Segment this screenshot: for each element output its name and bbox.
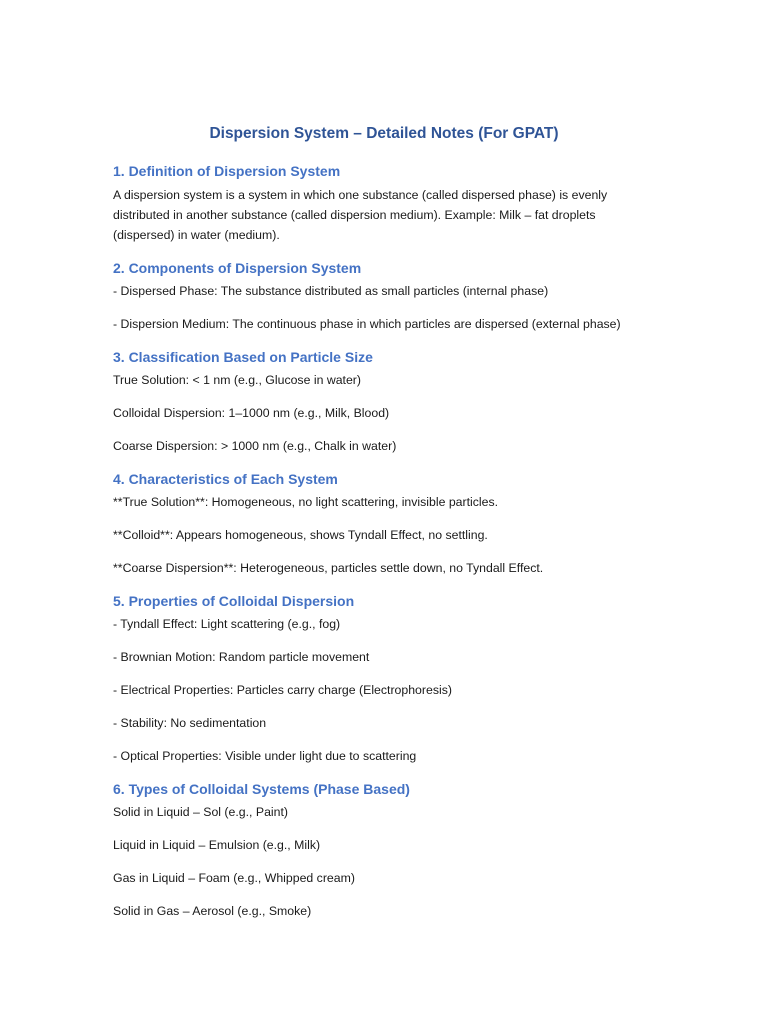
list-item: - Tyndall Effect: Light scattering (e.g., fog)	[113, 617, 341, 631]
section-heading-components: 2. Components of Dispersion System	[113, 260, 362, 276]
list-item: - Brownian Motion: Random particle movement	[113, 650, 370, 664]
list-item: - Stability: No sedimentation	[113, 716, 267, 730]
list-item: Colloidal Dispersion: 1–1000 nm (e.g., Milk, Blood)	[113, 406, 390, 420]
list-item: **True Solution**: Homogeneous, no light scattering, invisible particles.	[113, 495, 499, 509]
list-item: **Coarse Dispersion**: Heterogeneous, particles settle down, no Tyndall Effect.	[113, 561, 544, 575]
section-heading-characteristics: 4. Characteristics of Each System	[113, 471, 338, 487]
list-item: Solid in Gas – Aerosol (e.g., Smoke)	[113, 904, 312, 918]
document-title: Dispersion System – Detailed Notes (For GPAT)	[209, 125, 559, 142]
section-heading-definition: 1. Definition of Dispersion System	[113, 163, 341, 179]
section-paragraph-definition: A dispersion system is a system in which one substance (called dispersed phase) is evenly distributed in another substance (called dispersion medium). Example: Milk – fat droplets (dispersed) in water (medium).	[113, 188, 608, 242]
section-heading-types: 6. Types of Colloidal Systems (Phase Based)	[113, 781, 410, 797]
list-item: - Electrical Properties: Particles carry charge (Electrophoresis)	[113, 683, 452, 697]
list-item: - Dispersed Phase: The substance distributed as small particles (internal phase)	[113, 284, 549, 298]
list-item: - Optical Properties: Visible under light due to scattering	[113, 749, 417, 763]
list-item: **Colloid**: Appears homogeneous, shows Tyndall Effect, no settling.	[113, 528, 488, 542]
list-item: Gas in Liquid – Foam (e.g., Whipped cream)	[113, 871, 355, 885]
list-item: Coarse Dispersion: > 1000 nm (e.g., Chalk in water)	[113, 439, 397, 453]
list-item: True Solution: < 1 nm (e.g., Glucose in water)	[113, 373, 361, 387]
section-heading-classification: 3. Classification Based on Particle Size	[113, 349, 373, 365]
list-item: Solid in Liquid – Sol (e.g., Paint)	[113, 805, 288, 819]
section-heading-properties: 5. Properties of Colloidal Dispersion	[113, 593, 355, 609]
list-item: Liquid in Liquid – Emulsion (e.g., Milk)	[113, 838, 321, 852]
list-item: - Dispersion Medium: The continuous phase in which particles are dispersed (external phase)	[113, 317, 621, 331]
